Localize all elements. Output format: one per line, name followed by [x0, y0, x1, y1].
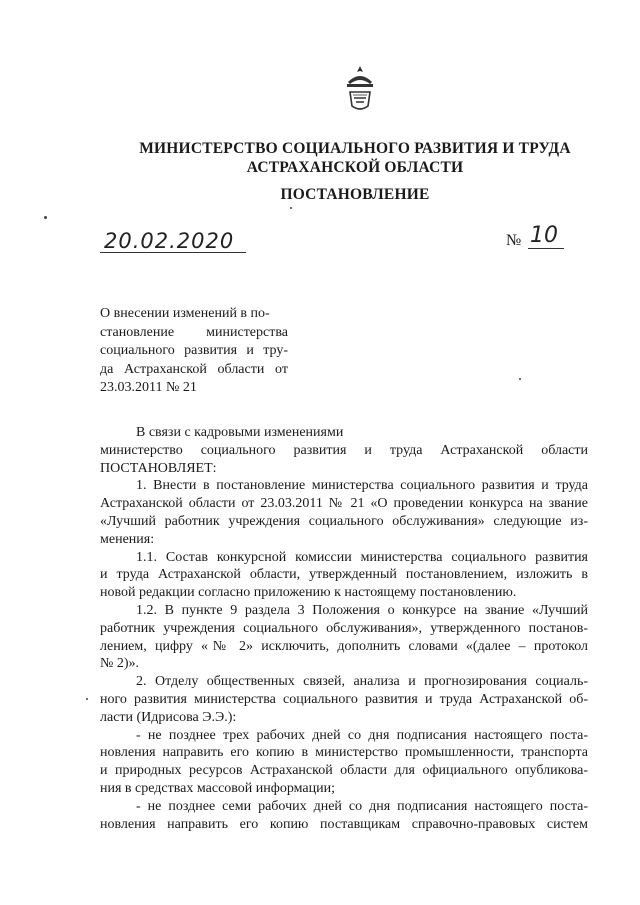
- coat-of-arms-icon: [340, 62, 380, 118]
- ministry-title: МИНИСТЕРСТВО СОЦИАЛЬНОГО РАЗВИТИЯ И ТРУДА: [139, 140, 571, 157]
- body-line: ного развития министерства социального развития и труда Астраханской об-: [100, 691, 588, 707]
- body-line: и природных ресурсов Астраханской области для официального опубликова-: [100, 763, 588, 779]
- body-line: ния в средствах массовой информации;: [100, 780, 335, 796]
- body-line: 1. Внести в постановление министерства социального развития и труда: [136, 478, 588, 494]
- subject-line: да Астраханской области от: [100, 361, 288, 377]
- body-line: новления направить его копию в министерство промышленности, транспорта: [100, 745, 588, 761]
- body-line: ПОСТАНОВЛЯЕТ:: [100, 460, 217, 476]
- scan-speck: [86, 698, 88, 700]
- subject-line: О внесении изменений в по-: [100, 306, 270, 321]
- body-line: - не позднее семи рабочих дней со дня подписания настоящего поста-: [136, 798, 588, 814]
- document-subject: [100, 305, 288, 398]
- scan-speck: [44, 216, 47, 219]
- region-title: АСТРАХАНСКОЙ ОБЛАСТИ: [246, 159, 464, 176]
- scan-speck: [290, 207, 292, 209]
- body-line: Астраханской области от 23.03.2011 № 21 «О проведении конкурса на звание: [100, 496, 588, 512]
- body-line: новления направить его копию поставщикам справочно-правовых систем: [100, 816, 588, 832]
- body-line: менения:: [100, 531, 155, 547]
- document-body: [100, 424, 588, 833]
- body-line: 1.2. В пункте 9 раздела 3 Положения о конкурсе на звание «Лучший: [136, 602, 588, 618]
- document-number-label: №: [506, 232, 522, 249]
- body-line: «Лучший работник учреждения социального обслуживания» следующие из-: [100, 513, 588, 529]
- document-date: 20.02.2020: [100, 230, 246, 253]
- subject-line: 23.03.2011 № 21: [100, 380, 197, 395]
- subject-line: социального развития и тру-: [100, 343, 288, 358]
- body-line: В связи с кадровыми изменениями: [136, 425, 344, 440]
- body-line: 1.1. Состав конкурсной комиссии министерства социального развития: [136, 549, 588, 565]
- body-line: 2. Отделу общественных связей, анализа и прогнозирования социаль-: [136, 674, 588, 690]
- document-type-title: ПОСТАНОВЛЕНИЕ: [280, 186, 430, 203]
- body-line: министерство социального развития и труда Астраханской области: [100, 442, 588, 458]
- body-line: работник учреждения социального обслуживания», утвержденного постанов-: [100, 620, 588, 636]
- body-line: № 2)».: [100, 656, 140, 672]
- body-line: лением, цифру «№ 2» исключить, дополнить словами «(далее – протокол: [100, 638, 588, 654]
- body-line: - не позднее трех рабочих дней со дня подписания настоящего поста-: [136, 727, 588, 743]
- document-number: 10: [528, 224, 564, 249]
- body-line: ласти (Идрисова Э.Э.):: [100, 709, 237, 725]
- body-line: и труда Астраханской области, утвержденный постановлением, изложить в: [100, 567, 588, 583]
- subject-line: становление министерства: [100, 324, 288, 340]
- body-line: новой редакции согласно приложению к настоящему постановлению.: [100, 585, 517, 601]
- scan-speck: [519, 378, 521, 380]
